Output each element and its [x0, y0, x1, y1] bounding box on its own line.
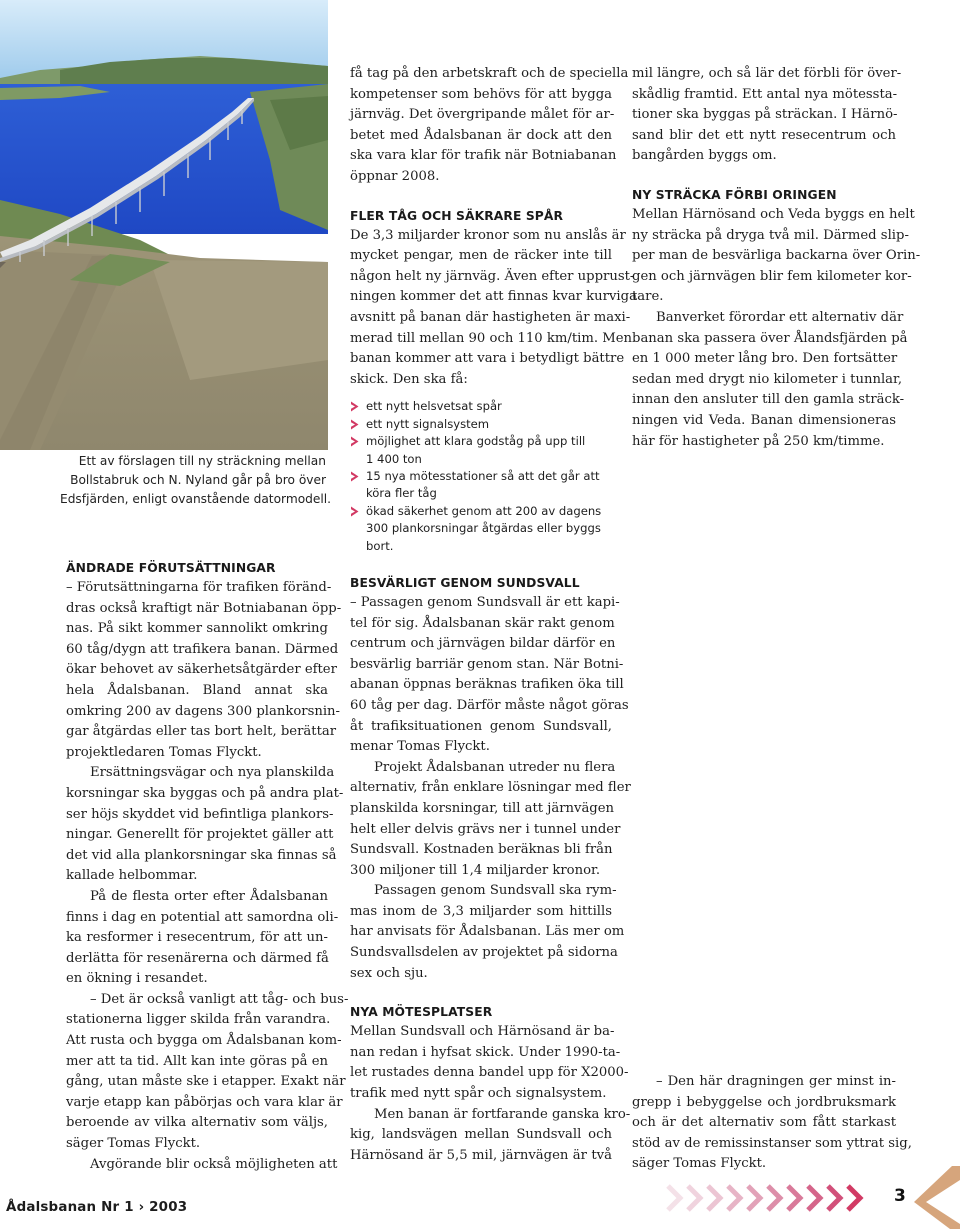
text-line: grepp i bebyggelse och jordbruksmark	[632, 1094, 896, 1110]
text-line: ser höjs skyddet vid befintliga plankors-	[66, 806, 334, 822]
arrow-bullet-icon	[350, 401, 359, 412]
text-line: planskilda korsningar, till att järnvägen	[350, 800, 615, 816]
text-line: finns i dag en potential att samordna oli-	[66, 909, 339, 925]
paragraph	[66, 990, 349, 1155]
text-line: kallade helbommar.	[66, 868, 198, 884]
text-line: tel för sig. Ådalsbanan skär rakt genom	[350, 615, 615, 631]
list-item	[350, 503, 612, 555]
text-line: har anvisats för Ådalsbanan. Läs mer om	[350, 924, 625, 940]
text-line: få tag på den arbetskraft och de speciella	[350, 66, 629, 81]
text-line: 60 tåg per dag. Därför måste något göras	[350, 697, 629, 713]
paragraph	[350, 881, 625, 984]
text-line: De 3,3 miljarder kronor som nu anslås är	[350, 227, 626, 243]
column-1	[66, 558, 349, 1175]
caption-line: Bollstabruk och N. Nyland går på bro över	[70, 473, 326, 487]
text-line: innan den ansluter till den gamla sträck-	[632, 392, 905, 408]
arrow-bullet-icon	[350, 436, 359, 447]
text-line: nan redan i hyfsat skick. Under 1990-ta-	[350, 1044, 621, 1060]
text-line: korsningar ska byggas och på andra plat-	[66, 785, 344, 801]
text-line: mas inom de 3,3 miljarder som hittills	[350, 903, 612, 919]
section-heading: NYA MÖTESPLATSER	[350, 1005, 493, 1020]
text-line: gen och järnvägen blir fem kilometer kor-	[632, 268, 912, 284]
text-line: hela Ådalsbanan. Bland annat ska	[66, 682, 328, 698]
caption-line: Ett av förslagen till ny sträckning mellan	[78, 454, 326, 468]
text-line: skick. Den ska få:	[350, 371, 468, 387]
paragraph	[632, 64, 902, 167]
bullet-list	[350, 398, 612, 555]
list-item	[350, 468, 612, 503]
text-line: – Förutsättningarna för trafiken föränd-	[66, 580, 332, 595]
paragraph	[632, 1072, 912, 1175]
text-line: menar Tomas Flyckt.	[350, 739, 490, 755]
text-line: en 1 000 meter lång bro. Den fortsätter	[632, 351, 898, 367]
paragraph	[66, 887, 339, 990]
text-line: ka resformer i resecentrum, för att un-	[66, 930, 328, 946]
text-line: På de flesta orter efter Ådalsbanan	[90, 888, 328, 904]
text-line: Mellan Härnösand och Veda byggs en helt	[632, 206, 915, 222]
text-line: Men banan är fortfarande ganska kro-	[374, 1106, 631, 1122]
text-line: tare.	[632, 289, 664, 305]
text-line: omkring 200 av dagens 300 plankorsnin-	[66, 703, 340, 719]
section-heading: NY STRÄCKA FÖRBI ORINGEN	[632, 187, 837, 202]
text-line: – Passagen genom Sundsvall är ett kapi-	[350, 594, 620, 610]
text-line: åt trafiksituationen genom Sundsvall,	[350, 718, 612, 734]
paragraph	[66, 763, 344, 887]
arrow-bullet-icon	[350, 506, 359, 517]
section-heading: ÄNDRADE FÖRUTSÄTTNINGAR	[66, 561, 276, 575]
text-line: trafik med nytt spår och signalsystem.	[350, 1086, 607, 1102]
image-caption	[60, 452, 332, 509]
bridge-render-svg	[0, 0, 328, 450]
text-line: Ersättningsvägar och nya planskilda	[90, 765, 335, 781]
text-line: let rustades denna bandel upp för X2000-	[350, 1065, 629, 1081]
text-line: säger Tomas Flyckt.	[632, 1156, 767, 1172]
text-line: en ökning i resandet.	[66, 971, 208, 987]
caption-line: Edsfjärden, enligt ovanstående datormodell.	[60, 492, 332, 506]
text-line: det vid alla plankorsningar ska finnas så	[66, 847, 337, 863]
text-line: projektledaren Tomas Flyckt.	[66, 744, 262, 760]
arrow-bullet-icon	[350, 471, 359, 482]
paragraph	[632, 308, 908, 452]
page-number: 3	[894, 1186, 906, 1206]
text-line: gar åtgärdas eller tas bort helt, berättar	[66, 724, 337, 740]
text-line: beroende av vilka alternativ som väljs,	[66, 1115, 328, 1131]
text-line: bangården byggs om.	[632, 148, 777, 164]
list-item-text: 300 plankorsningar åtgärdas eller byggs	[366, 521, 601, 536]
text-line: varje etapp kan påbörjas och vara klar är	[66, 1094, 343, 1110]
text-line: helt eller delvis grävs ner i tunnel under	[350, 821, 621, 837]
text-line: någon helt ny järnväg. Även efter upprust-	[350, 268, 635, 284]
text-line: och är det alternativ som fått starkast	[632, 1115, 896, 1131]
chevron-row-icon	[664, 1180, 884, 1216]
list-item-text: 15 nya mötesstationer så att det går att	[366, 468, 600, 483]
text-line: öppnar 2008.	[350, 168, 440, 184]
text-line: dras också kraftigt när Botniabanan öpp-	[66, 600, 342, 616]
paragraph	[350, 1022, 629, 1104]
list-item-text: ökad säkerhet genom att 200 av dagens	[366, 503, 602, 518]
section-heading: BESVÄRLIGT GENOM SUNDSVALL	[350, 575, 580, 590]
list-item-text: köra fler tåg	[366, 486, 437, 501]
list-item-text: möjlighet att klara godståg på upp till	[366, 434, 586, 449]
text-line: kig, landsvägen mellan Sundsvall och	[350, 1127, 612, 1143]
text-line: järnväg. Det övergripande målet för ar-	[350, 107, 615, 123]
text-line: alternativ, från enklare lösningar med fler	[350, 780, 631, 796]
text-line: sand blir det ett nytt resecentrum och	[632, 127, 896, 143]
paragraph	[350, 758, 631, 882]
text-line: mil längre, och så lär det förbli för över-	[632, 66, 902, 81]
section-heading: FLER TÅG OCH SÄKRARE SPÅR	[350, 208, 564, 223]
text-line: Sundsvall. Kostnaden beräknas bli från	[350, 842, 613, 858]
bridge-render-image	[0, 0, 328, 450]
column-3-bottom	[632, 1072, 912, 1175]
list-item-text: bort.	[366, 538, 394, 553]
list-item	[350, 416, 612, 433]
text-line: här för hastigheter på 250 km/timme.	[632, 433, 885, 449]
text-line: per man de besvärliga backarna över Orin-	[632, 248, 921, 264]
text-line: ningen vid Veda. Banan dimensioneras	[632, 412, 896, 428]
text-line: besvärlig barriär genom stan. När Botni-	[350, 656, 624, 672]
text-line: – Den här dragningen ger minst in-	[656, 1074, 896, 1089]
text-line: kompetenser som behövs för att bygga	[350, 86, 612, 102]
text-line: tioner ska byggas på sträckan. I Härnö-	[632, 107, 898, 123]
text-line: stationerna ligger skilda från varandra.	[66, 1012, 331, 1028]
list-item-text: 1 400 ton	[366, 451, 422, 466]
text-line: skådlig framtid. Ett antal nya mötessta-	[632, 86, 898, 102]
text-line: gång, utan måste ske i etapper. Exakt när	[66, 1074, 346, 1090]
paragraph	[632, 205, 921, 308]
list-item	[350, 398, 612, 415]
column-2	[350, 64, 637, 1166]
arrow-bullet-icon	[350, 419, 359, 430]
text-line: sedan med drygt nio kilometer i tunnlar,	[632, 371, 903, 387]
text-line: Sundsvallsdelen av projektet på sidorna	[350, 945, 618, 961]
corner-chevron-icon	[910, 1166, 960, 1229]
text-line: ökar behovet av säkerhetsåtgärder efter	[66, 662, 337, 678]
text-line: banan ska passera över Ålandsfjärden på	[632, 330, 908, 346]
text-line: ningar. Generellt för projektet gäller att	[66, 827, 334, 843]
text-line: mer att ta tid. Allt kan inte göras på en	[66, 1053, 328, 1069]
text-line: derlätta för resenärerna och därmed få	[66, 950, 329, 966]
paragraph	[350, 593, 629, 758]
text-line: betet med Ådalsbanan är dock att den	[350, 127, 612, 143]
text-line: Passagen genom Sundsvall ska rym-	[374, 883, 617, 899]
list-item-text: ett nytt signalsystem	[366, 416, 490, 431]
publication-footer: Ådalsbanan Nr 1 › 2003	[6, 1200, 188, 1215]
text-line: 300 miljoner till 1,4 miljarder kronor.	[350, 862, 601, 878]
text-line: Banverket förordar ett alternativ där	[656, 309, 904, 325]
text-line: avsnitt på banan där hastigheten är maxi-	[350, 309, 631, 325]
text-line: Härnösand är 5,5 mil, järnvägen är två	[350, 1147, 612, 1163]
text-line: banan kommer att vara i betydligt bättre	[350, 351, 625, 367]
text-line: merad till mellan 90 och 110 km/tim. Men	[350, 330, 633, 346]
text-line: ny sträcka på dryga två mil. Därmed slip-	[632, 227, 909, 243]
paragraph	[350, 226, 637, 391]
paragraph	[66, 578, 342, 763]
text-line: säger Tomas Flyckt.	[66, 1136, 201, 1152]
text-line: sex och sju.	[350, 965, 428, 981]
paragraph	[350, 64, 629, 188]
text-line: abanan öppnas beräknas trafiken öka till	[350, 677, 624, 693]
text-line: Projekt Ådalsbanan utreder nu flera	[374, 759, 616, 775]
text-line: centrum och järnvägen bildar därför en	[350, 636, 616, 652]
text-line: 60 tåg/dygn att trafikera banan. Därmed	[66, 641, 339, 657]
text-line: nas. På sikt kommer sannolikt omkring	[66, 621, 328, 637]
paragraph	[350, 1105, 631, 1167]
text-line: Avgörande blir också möjligheten att	[90, 1156, 338, 1172]
text-line: – Det är också vanligt att tåg- och bus-	[90, 991, 349, 1007]
list-item-text: ett nytt helsvetsat spår	[366, 399, 502, 414]
paragraph	[66, 1155, 338, 1176]
list-item	[350, 433, 612, 468]
text-line: mycket pengar, men de räcker inte till	[350, 248, 612, 264]
text-line: stöd av de remissinstanser som yttrat sig,	[632, 1135, 912, 1151]
text-line: ska vara klar för trafik när Botniabanan	[350, 148, 617, 164]
text-line: ningen kommer det att finnas kvar kurviga	[350, 289, 637, 305]
text-line: Att rusta och bygga om Ådalsbanan kom-	[66, 1033, 342, 1049]
column-3	[632, 64, 921, 452]
text-line: Mellan Sundsvall och Härnösand är ba-	[350, 1024, 615, 1040]
